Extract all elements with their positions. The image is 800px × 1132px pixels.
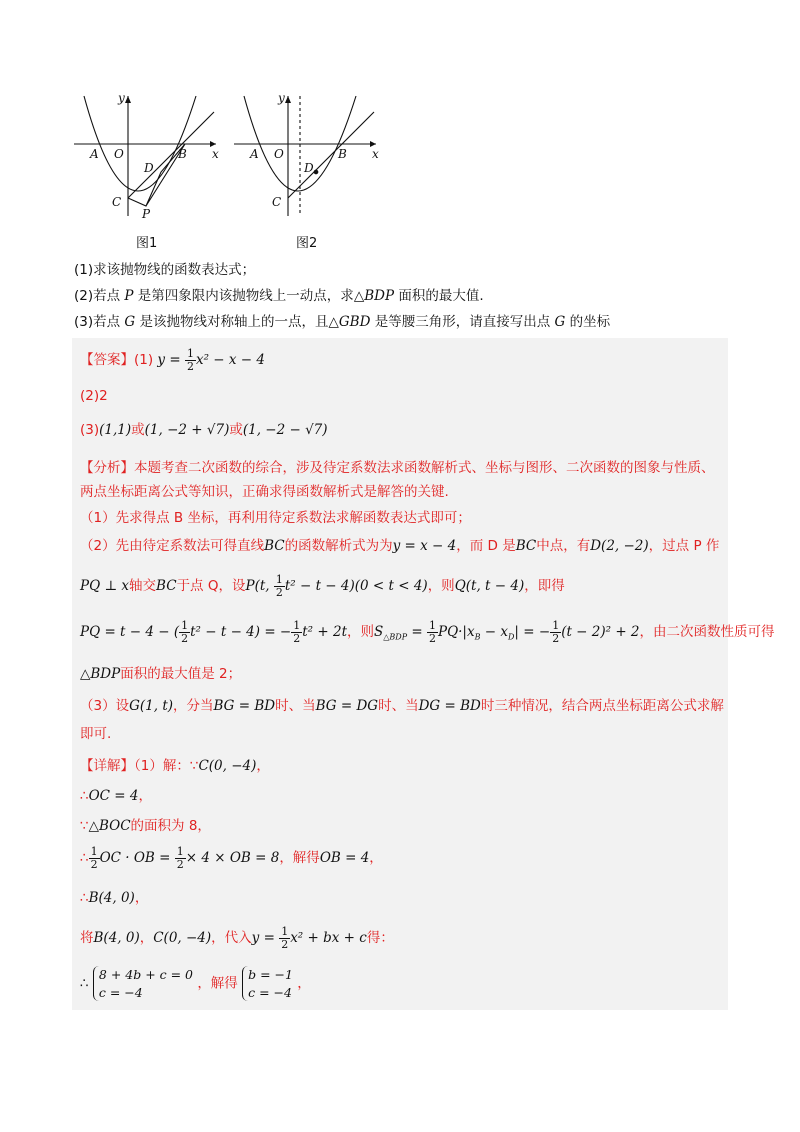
analysis-step-6: （3）设G(1, t)，分当BG = BD时、当BG = DG时、当DG = BD时三种情况，结合两点坐标距离公式求解 [80,698,724,714]
fig2-point-d [314,170,318,174]
fig1-label-y: y [118,91,125,105]
answer-line-2: (2)2 [80,388,108,404]
fig1-label-b: B [178,147,187,161]
detail-line-5: ∴B(4, 0)， [80,890,149,906]
answer-line-3: (3)(1,1)或(1, −2 + √7)或(1, −2 − √7) [80,422,328,438]
fig1-line-bc [128,112,214,198]
fig2-line-bc [288,112,374,198]
fig1-label-a: A [90,147,99,161]
figure-drawings [66,86,396,252]
analysis-step-2: （2）先由待定系数法可得直线BC的函数解析式为为y = x − 4，而 D 是BC中点，有D(2, −2)，过点 P 作 [80,538,720,554]
fig1-label-o: O [114,147,124,161]
detail-line-6: 将B(4, 0)，C(0, −4)，代入y = $\frac{1}{2}$ x² + bx + c得： [80,925,394,951]
fig1-triangle [128,144,185,206]
fig2-label-b: B [338,147,347,161]
figures [66,86,396,252]
fig2-label-a: A [250,147,259,161]
analysis-line-2: 两点坐标距离公式等知识，正确求得函数解析式是解答的关键. [80,484,449,500]
fig1-label-p: P [142,207,151,221]
fig1-label-c: C [112,195,122,209]
fig1-label-d: D [144,161,154,175]
fig2-caption: 图2 [296,236,318,251]
fig2-label-d: D [304,161,314,175]
detail-line-3: ∵△BOC的面积为 8， [80,818,211,834]
fig1-label-x: x [212,147,219,161]
analysis-step-5: △BDP面积的最大值是 2； [80,666,242,682]
question-1: (1)求该抛物线的函数表达式； [74,262,256,278]
detail-line-4: ∴ $\frac{1}{2}$ OC · OB = $\frac{1}{2}$ × 4 × OB = 8，解得OB = 4， [80,845,383,871]
detail-line-7: ∴ 8 + 4b + c = 0 c = −4 ，解得 b = −1 c = −4 ， [80,967,311,1000]
detail-line-2: ∴OC = 4， [80,788,152,804]
fig1-caption: 图1 [136,236,158,251]
equation-system-2: b = −1 c = −4 [242,966,293,1001]
fig2-label-c: C [272,195,282,209]
equation-system-1: 8 + 4b + c = 0 c = −4 [93,966,193,1001]
analysis-line-1: 【分析】本题考查二次函数的综合，涉及待定系数法求函数解析式、坐标与图形、二次函数的图象与性质、 [80,460,715,476]
analysis-step-7: 即可. [80,726,112,742]
detail-line-1: 【详解】（1）解：∵C(0, −4)， [80,758,270,774]
solution-box [72,338,775,1010]
question-2: (2)若点 P 是第四象限内该抛物线上一动点，求△BDP 面积的最大值. [74,288,484,304]
fig2-label-y: y [278,91,285,105]
fig2-label-o: O [274,147,284,161]
fig2-label-x: x [372,147,379,161]
analysis-step-1: （1）先求得点 B 坐标，再利用待定系数法求解函数表达式即可； [80,510,471,526]
analysis-step-3: PQ ⊥ x轴交BC于点 Q，设P(t, $\frac{1}{2}$ t² − t − 4)(0 < t < 4)，则Q(t, t − 4)，即得 [80,573,565,599]
analysis-step-4: PQ = t − 4 − ( $\frac{1}{2}$ t² − t − 4) = − $\frac{1}{2}$ t² + 2t，则$S_{\triangle BDP}$ = $\frac{1}{2}$ $PQ\cdot|x_B - x_D|$ = − $\frac{1}{2}$ (t − 2)² + 2，由二次函数性质可得 [80,619,775,645]
answer-line-1: 【答案】(1) y = $\frac{1}{2}$ x² − x − 4 [80,347,265,373]
question-3: (3)若点 G 是该抛物线对称轴上的一点，且△GBD 是等腰三角形，请直接写出点 G 的坐标 [74,314,611,330]
